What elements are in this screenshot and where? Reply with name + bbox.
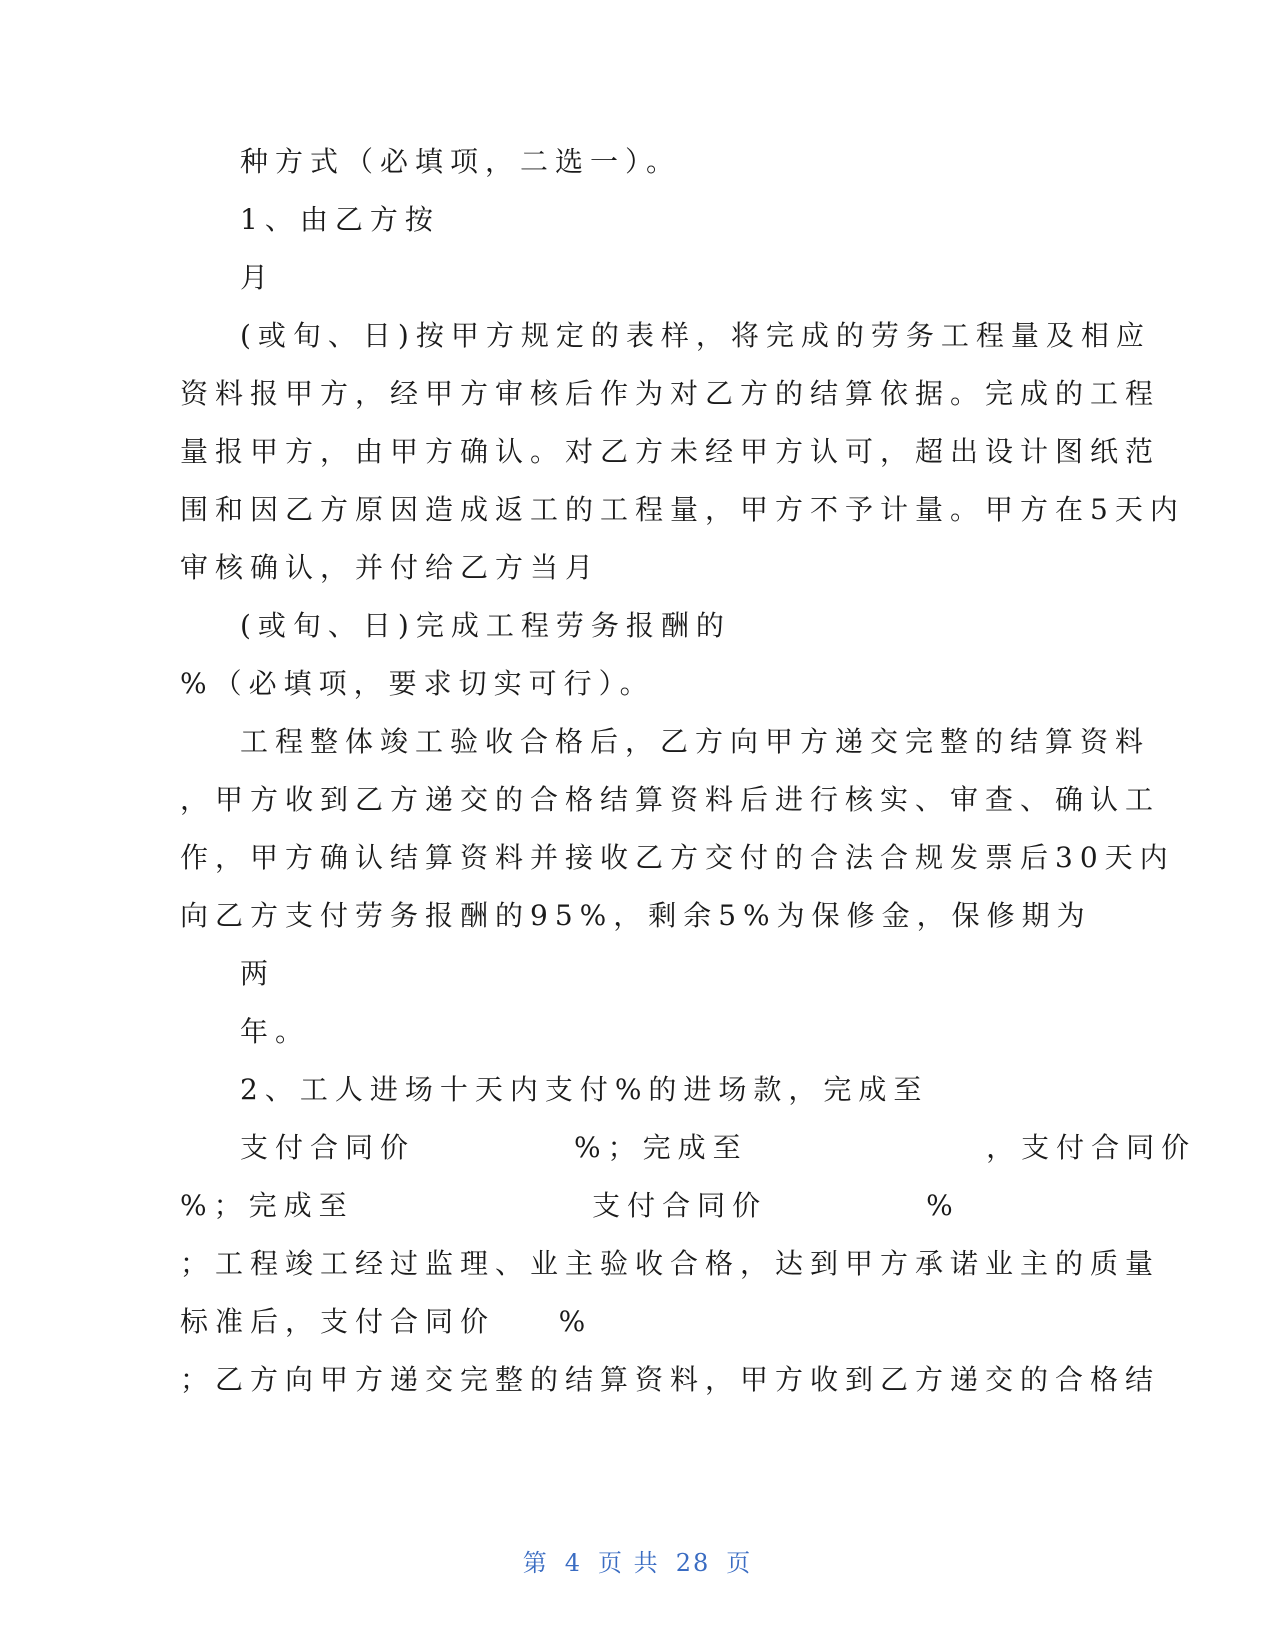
footer-total-pages: 28	[675, 1549, 711, 1577]
text-line-8: 审核确认，并付给乙方当月	[180, 551, 601, 584]
text-line-11: 工程整体竣工验收合格后，乙方向甲方递交完整的结算资料	[240, 725, 1151, 758]
text-line-12: ，甲方收到乙方递交的合格结算资料后进行核实、审查、确认工	[180, 783, 1161, 816]
text-line-4: (或旬、日)按甲方规定的表样，将完成的劳务工程量及相应	[240, 319, 1151, 352]
text-line-21: 标准后，支付合同价 %	[180, 1305, 593, 1338]
text-line-20: ；工程竣工经过监理、业主验收合格，达到甲方承诺业主的质量	[180, 1247, 1161, 1280]
text-line-16: 年。	[240, 1015, 311, 1048]
text-line-18: 支付合同价 %；完成至 ，支付合同价	[240, 1131, 1197, 1164]
text-line-5: 资料报甲方，经甲方审核后作为对乙方的结算依据。完成的工程	[180, 377, 1161, 410]
text-line-3: 月	[240, 261, 276, 294]
text-line-10: %（必填项，要求切实可行）。	[180, 667, 655, 700]
text-line-1: 种方式（必填项，二选一）。	[240, 145, 682, 178]
text-line-22: ；乙方向甲方递交完整的结算资料，甲方收到乙方递交的合格结	[180, 1363, 1161, 1396]
footer-current-page: 4	[564, 1549, 583, 1577]
text-line-6: 量报甲方，由甲方确认。对乙方未经甲方认可，超出设计图纸范	[180, 435, 1161, 468]
text-line-2: 1、由乙方按	[240, 203, 440, 236]
page-footer	[0, 1548, 1275, 1578]
footer-suffix: 页	[726, 1549, 753, 1577]
text-line-15: 两	[240, 957, 276, 990]
text-line-13: 作，甲方确认结算资料并接收乙方交付的合法合规发票后30天内	[180, 841, 1175, 874]
text-line-7: 围和因乙方原因造成返工的工程量，甲方不予计量。甲方在5天内	[180, 493, 1185, 526]
text-line-19: %；完成至 支付合同价 %	[180, 1189, 960, 1222]
text-line-17: 2、工人进场十天内支付%的进场款，完成至	[240, 1073, 929, 1106]
text-line-9: (或旬、日)完成工程劳务报酬的	[240, 609, 731, 642]
footer-middle: 页 共	[598, 1549, 660, 1577]
text-line-14: 向乙方支付劳务报酬的95%，剩余5%为保修金，保修期为	[180, 899, 1092, 932]
footer-prefix: 第	[522, 1549, 549, 1577]
